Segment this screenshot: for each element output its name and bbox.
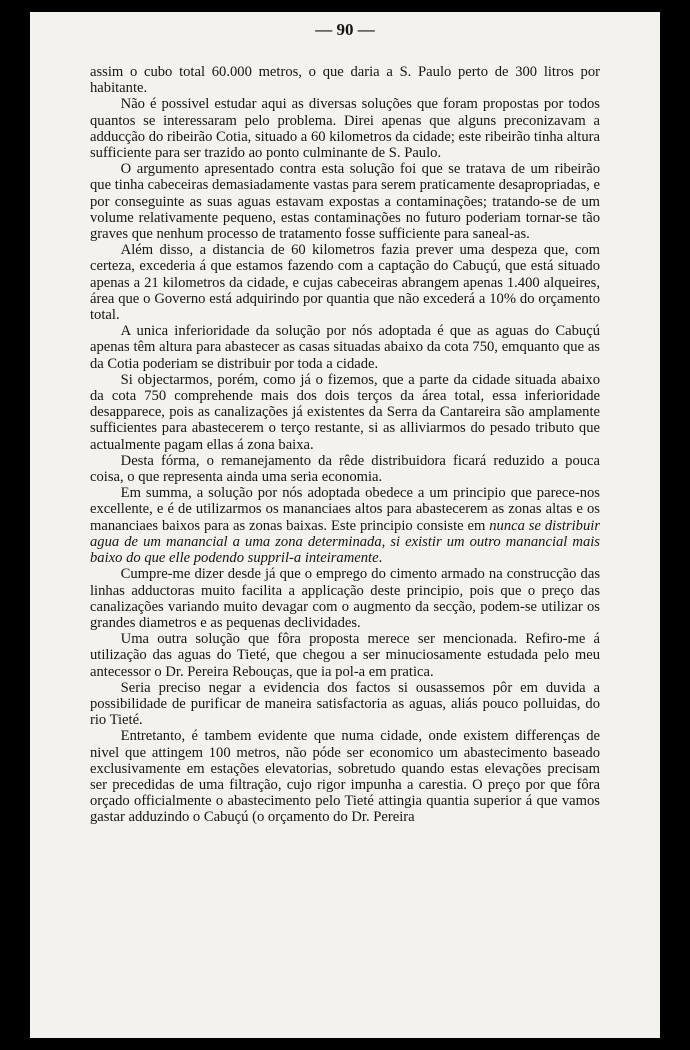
paragraph-5: A unica inferioridade da solução por nós adoptada é que as aguas do Cabuçú apenas têm altura para abastecer as casas situadas abaixo da cota 750, emquanto que as da Cotia poderiam se distribuir por toda a cidade. (90, 323, 600, 372)
body-text (90, 64, 600, 826)
paragraph-4: Além disso, a distancia de 60 kilometros fazia prever uma despeza que, com certeza, excederia á que estamos fazendo com a captação do Cabuçú, que está situado apenas a 21 kilometros da cidade, e cujas cabeceiras abrangem apenas 1.400 alqueires, área que o Governo está adquirindo por quantia que não excederá a 10% do orçamento total. (90, 242, 600, 324)
paragraph-2: Não é possivel estudar aqui as diversas soluções que foram propostas por todos quantos se interessaram pelo problema. Direi apenas que alguns preconizavam a adducção do ribeirão Cotia, situado a 60 kilometros da cidade; este ribeirão tinha altura sufficiente para ser trazido ao ponto culminante de S. Paulo. (90, 96, 600, 162)
paragraph-11: Seria preciso negar a evidencia dos factos si ousassemos pôr em duvida a possibilidade de purificar de maneira satisfactoria as aguas, aliás pouco polluidas, do rio Tieté. (90, 679, 600, 729)
paragraph-8-text: Em summa, a solução por nós adoptada obedece a um principio que parece-nos excellente, e é de utilizarmos os mananciaes altos para abastecerem as zonas altas e os mananciaes baixos para as zonas baixas. Este principio consiste em (90, 485, 600, 534)
paragraph-6: Si objectarmos, porém, como já o fizemos, que a parte da cidade situada abaixo da cota 750 comprehende mais dos dois terços da área total, essa inferioridade desapparece, pois as canalizações já existentes da Serra da Cantareira são amplamente sufficientes para abastecerem o terço restante, si as alliviarmos do pesado tributo que actualmente pagam ellas á zona baixa. (90, 371, 600, 453)
paragraph-8 (90, 485, 600, 566)
paragraph-9: Cumpre-me dizer desde já que o emprego do cimento armado na construcção das linhas adductoras muito facilita a applicação deste principio, pois que o preço das canalizações variando muito devagar com o augmento da secção, podem-se utilizar os grandes diametros e as pequenas declividades. (90, 566, 600, 631)
document-page (30, 12, 660, 1038)
paragraph-10: Uma outra solução que fôra proposta merece ser mencionada. Refiro-me á utilização das aguas do Tieté, que chegou a ser minuciosamente estudada pelo meu antecessor o Dr. Pereira Rebouças, que ia pol-a em pratica. (90, 631, 600, 680)
page-number: — 90 — (315, 20, 375, 39)
paragraph-12: Entretanto, é tambem evidente que numa cidade, onde existem differenças de nivel que attingem 100 metros, não póde ser economico um abastecimento baseado exclusivamente em estações elevatorias, sobretudo quando estas elevações precisam ser precedidas de uma filtração, cujo rigor impunha a carestia. O preço por que fôra orçado officialmente o abastecimento pelo Tieté attingia quantia superior á que vamos gastar adduzindo o Cabuçú (o orçamento do Dr. Pereira (90, 728, 600, 826)
paragraph-1: assim o cubo total 60.000 metros, o que daria a S. Paulo perto de 300 litros por habitante. (90, 64, 600, 97)
paragraph-7: Desta fórma, o remanejamento da rêde distribuidora ficará reduzido a pouca coisa, o que representa ainda uma seria economia. (90, 452, 600, 486)
paragraph-3: O argumento apresentado contra esta solução foi que se tratava de um ribeirão que tinha cabeceiras demasiadamente vastas para serem praticamente desapropriadas, e por conseguinte as suas aguas estavam expostas a contaminações; tratando-se de um volume relativamente pequeno, estas contaminações no futuro poderiam tornar-se tão graves que nenhum processo de tratamento fosse sufficiente para saneal-as. (90, 161, 600, 243)
paragraph-8-emphasis: nunca se distribuir agua de um manancial a uma zona determinada, si existir um outro manancial mais baixo do que elle podendo suppril-a inteiramente (90, 517, 601, 567)
paragraph-8-after: . (378, 550, 383, 567)
